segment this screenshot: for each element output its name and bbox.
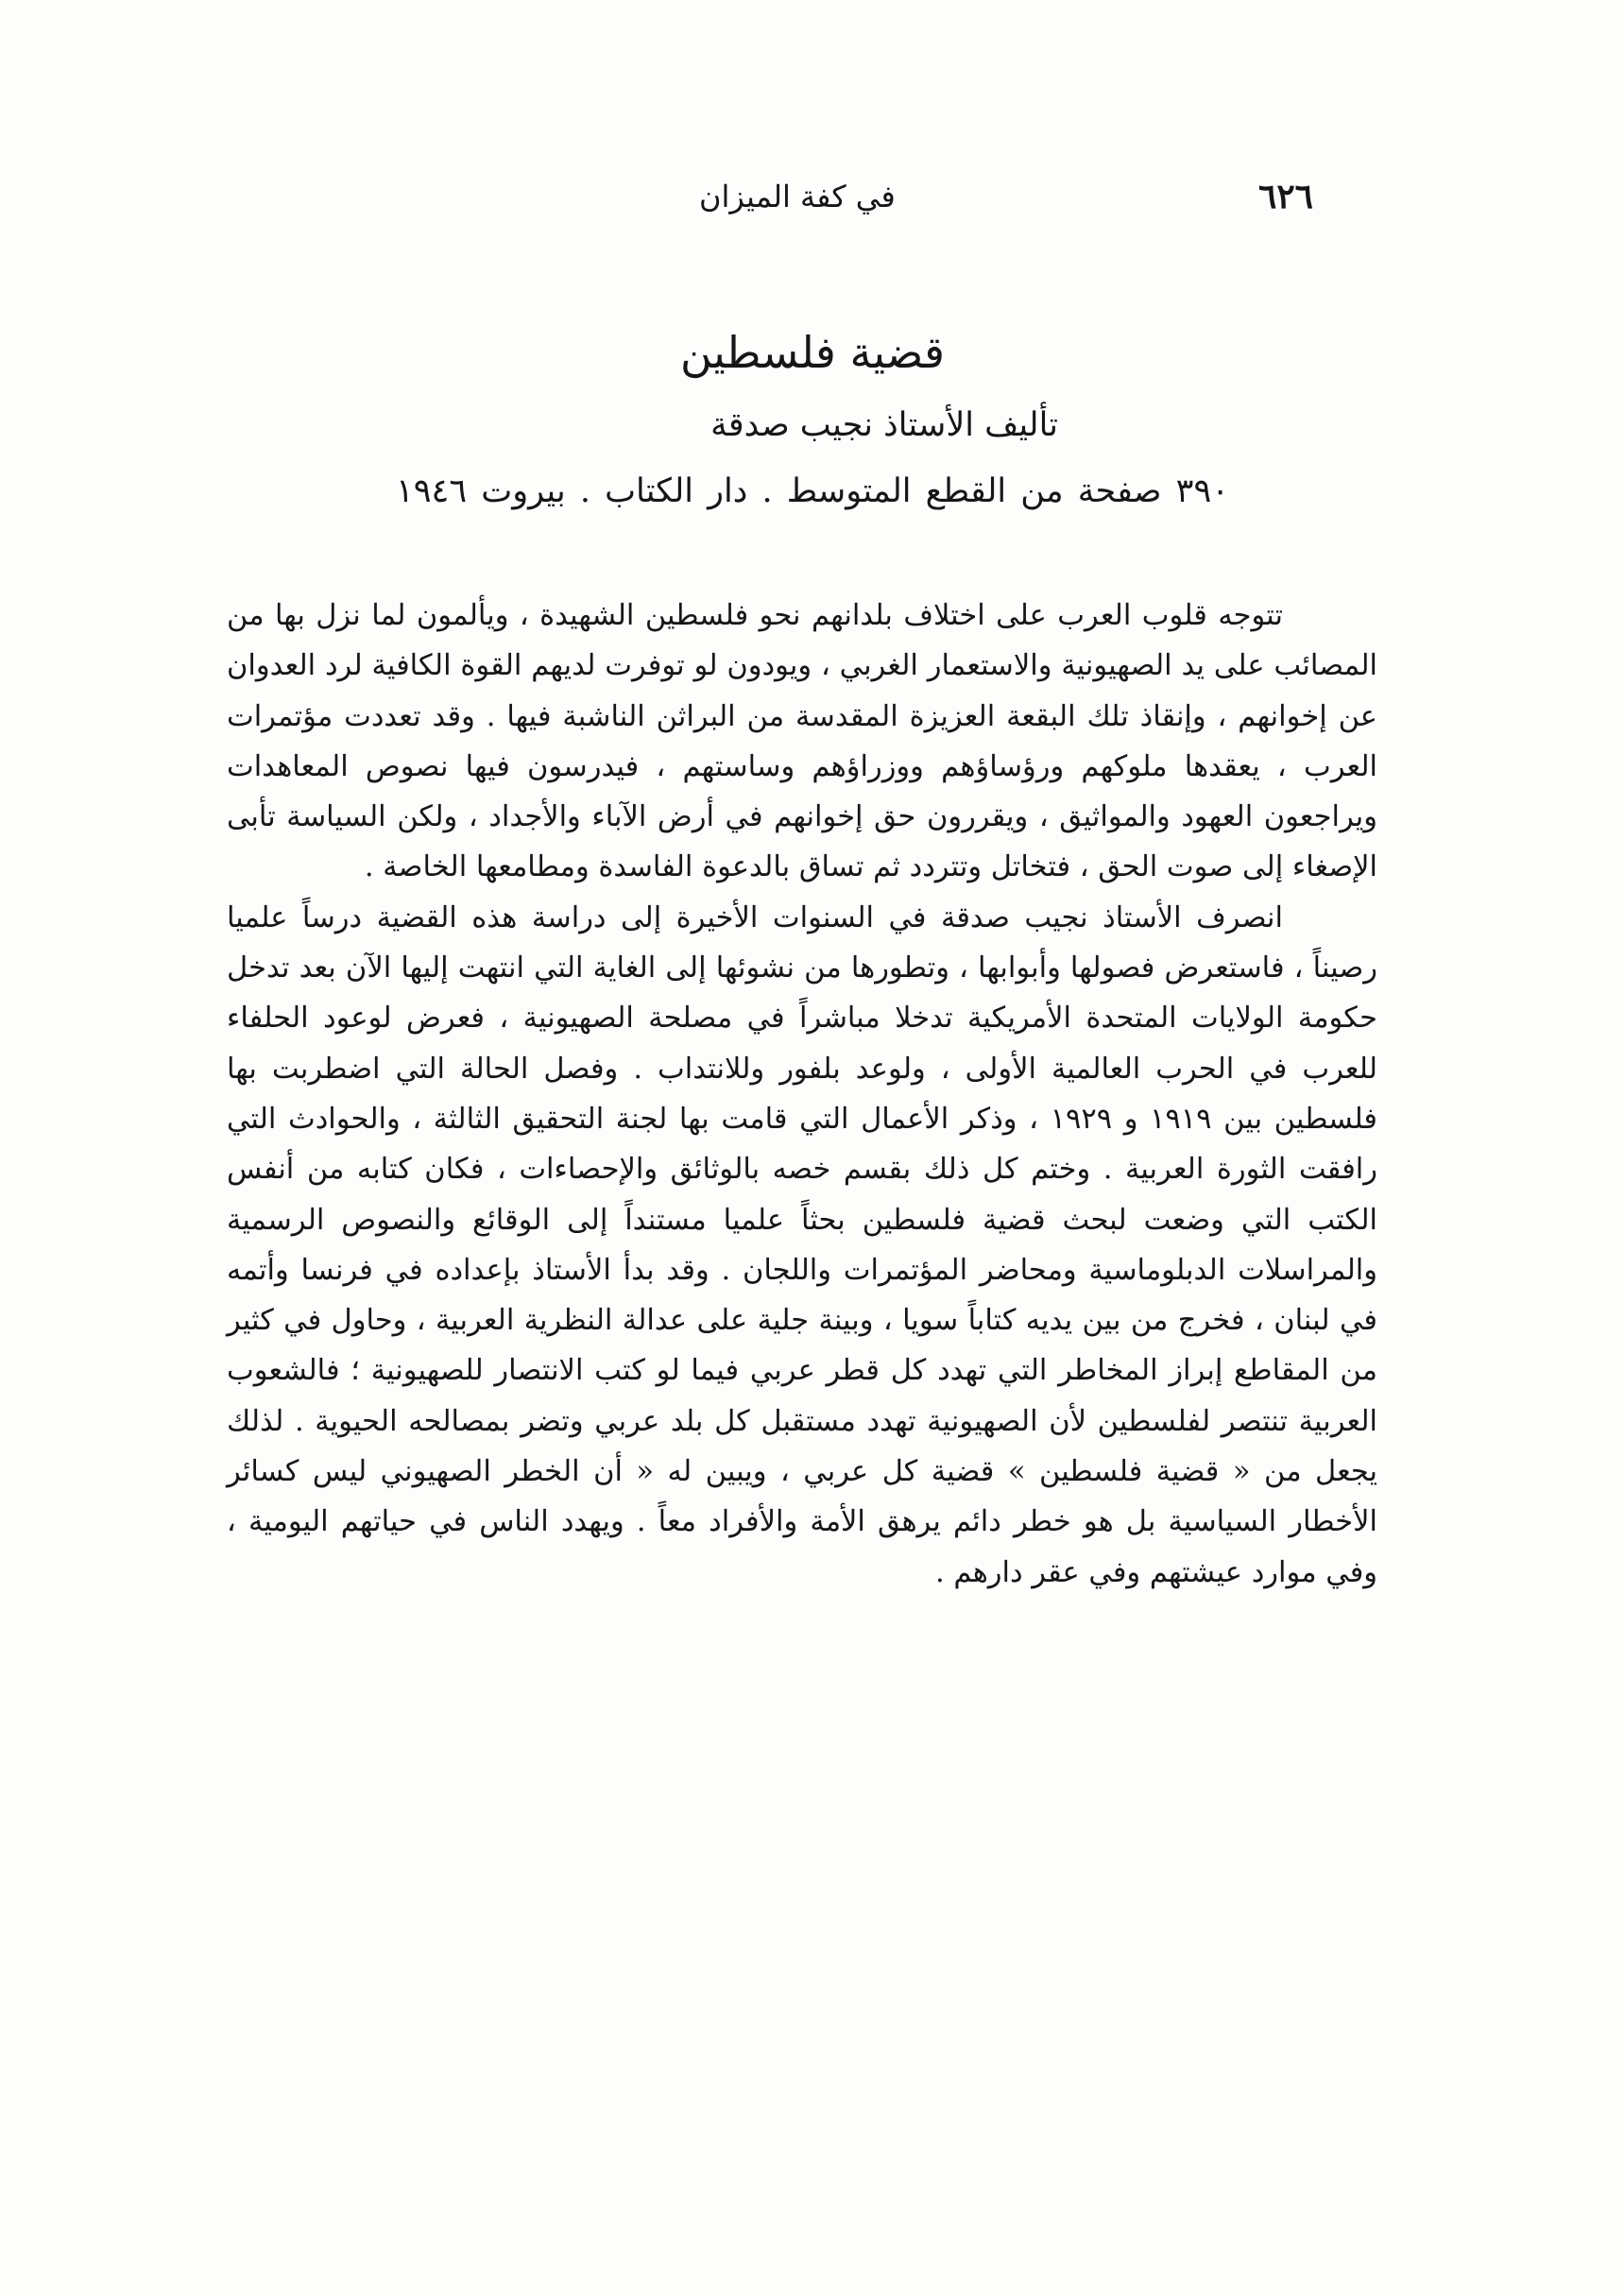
paragraph: انصرف الأستاذ نجيب صدقة في السنوات الأخيرة إلى دراسة هذه القضية درساً علميا رصيناً ، فاستعرض فصولها وأبوابها ، وتطورها من نشوئها إلى الغاية التي انتهت إليها الآن بعد تدخل حكومة الولايات المتحدة الأمريكية تدخلا مباشراً في مصلحة الصهيونية ، فعرض لوعود الحلفاء للعرب في الحرب العالمية الأولى ، ولوعد بلفور وللانتداب . وفصل الحالة التي اضطربت بها فلسطين بين ١٩١٩ و ١٩٢٩ ، وذكر الأعمال التي قامت بها لجنة التحقيق الثالثة ، والحوادث التي رافقت الثورة العربية . وختم كل ذلك بقسم خصه بالوثائق والإحصاءات ، فكان كتابه من أنفس الكتب التي وضعت لبحث قضية فلسطين بحثاً علميا مستنداً إلى الوقائع والنصوص الرسمية والمراسلات الدبلوماسية ومحاضر المؤتمرات واللجان . وقد بدأ الأستاذ بإعداده في فرنسا وأتمه في لبنان ، فخرج من بين يديه كتاباً سويا ، وبينة جلية على عدالة النظرية العربية ، وحاول في كثير من المقاطع إبراز المخاطر التي تهدد كل قطر عربي فيما لو كتب الانتصار للصهيونية ؛ فالشعوب العربية تنتصر لفلسطين لأن الصهيونية تهدد مستقبل كل بلد عربي وتضر بمصالحه الحيوية . لذلك يجعل من « قضية فلسطين » قضية كل عربي ، ويبين له « أن الخطر الصهيوني ليس كسائر الأخطار السياسية بل هو خطر دائم يرهق الأمة والأفراد معاً . ويهدد الناس في حياتهم اليومية ، وفي موارد عيشتهم وفي عقر دارهم . [227, 900, 1377, 1589]
page-number: ٦٢٦ [1257, 177, 1313, 216]
publication-info: ٣٩٠ صفحة من القطع المتوسط . دار الكتاب . بيروت ١٩٤٦ [395, 472, 1230, 510]
article-title: قضية فلسطين [680, 327, 945, 378]
running-title: في كفة الميزان [699, 179, 896, 214]
article-body [227, 591, 1377, 1598]
running-head [699, 168, 1313, 225]
paragraph: تتوجه قلوب العرب على اختلاف بلدانهم نحو فلسطين الشهيدة ، ويألمون لما نزل بها من المصائب على يد الصهيونية والاستعمار الغربي ، ويودون لو توفرت لديهم القوة الكافية لرد العدوان عن إخوانهم ، وإنقاذ تلك البقعة العزيزة المقدسة من البراثن الناشبة فيها . وقد تعددت مؤتمرات العرب ، يعقدها ملوكهم ورؤساؤهم ووزراؤهم وساستهم ، فيدرسون فيها نصوص المعاهدات ويراجعون العهود والمواثيق ، ويقررون حق إخوانهم في أرض الآباء والأجداد ، ولكن السياسة تأبى الإصغاء إلى صوت الحق ، فتخاتل وتتردد ثم تساق بالدعوة الفاسدة ومطامعها الخاصة . [227, 599, 1377, 884]
author-line: تأليف الأستاذ نجيب صدقة [710, 406, 1058, 444]
